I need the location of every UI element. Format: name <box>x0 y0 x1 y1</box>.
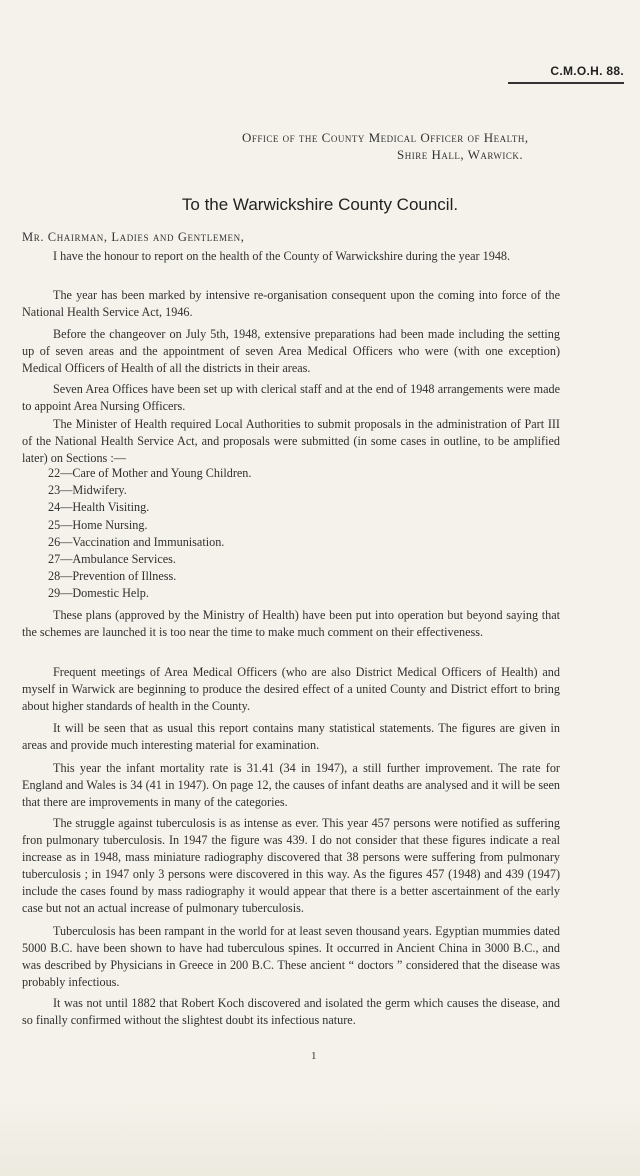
list-item: 23—Midwifery. <box>48 483 127 498</box>
address-line-1: Office of the County Medical Officer of Health, <box>242 130 529 145</box>
paragraph: The year has been marked by intensive re-organisation consequent upon the coming into force of the National Health Service Act, 1946. <box>22 288 560 319</box>
paragraph: I have the honour to report on the health of the County of Warwickshire during the year 1948. <box>53 249 511 263</box>
list-item: 29—Domestic Help. <box>48 586 149 601</box>
document-reference: C.M.O.H. 88. <box>550 64 624 78</box>
list-item: 27—Ambulance Services. <box>48 552 176 567</box>
list-item: 28—Prevention of Illness. <box>48 569 177 584</box>
paragraph: This year the infant mortality rate is 31.41 (34 in 1947), a still further improvement. The rate for England and Wales is 34 (41 in 1947). On page 12, the causes of infant deaths are analysed and it will be seen that there are improvements in many of the categories. <box>22 761 560 809</box>
paragraph: Seven Area Offices have been set up with clerical staff and at the end of 1948 arrangements were made to appoint Area Nursing Officers. <box>22 382 560 413</box>
address-line-2: Shire Hall, Warwick. <box>397 147 524 162</box>
list-item: 26—Vaccination and Immunisation. <box>48 534 225 549</box>
sections-list <box>48 465 251 603</box>
paragraph: Before the changeover on July 5th, 1948, extensive preparations had been made including the setting up of seven areas and the appointment of seven Area Medical Officers who were (with one exception) Medical Officers of Health of all the districts in their areas. <box>22 327 560 375</box>
document-title: To the Warwickshire County Council. <box>181 195 459 214</box>
paragraph: It was not until 1882 that Robert Koch discovered and isolated the germ which causes the disease, and so finally confirmed without the slightest doubt its infectious nature. <box>22 996 560 1027</box>
paragraph: The struggle against tuberculosis is as intense as ever. This year 457 persons were notified as suffering fron pulmonary tuberculosis. In 1947 the figure was 439. I do not consider that these figures indicate a real increase as in 1948, mass miniature radiography discovered that 38 persons were suffering from pulmonary tuberculosis ; in 1947 only 3 persons were discovered in this way. As the figures 457 (1948) and 439 (1947) include the cases found by mass radiography it would appear that there is a better ascertainment of the early case but not an actual increase of pulmonary tuberculosis. <box>22 816 560 915</box>
paragraph: Tuberculosis has been rampant in the world for at least seven thousand years. Egyptian mummies dated 5000 B.C. have been shown to have had tuberculous spines. It occurred in Ancient China in 3000 B.C., and was described by Physicians in Greece in 200 B.C. These ancient “ doctors ” considered that the disease was probably infectious. <box>22 924 560 989</box>
paragraph: These plans (approved by the Ministry of Health) have been put into operation but beyond saying that the schemes are launched it is too near the time to make much comment on their effectiveness. <box>22 608 560 639</box>
paragraph: The Minister of Health required Local Authorities to submit proposals in the administration of Part III of the National Health Service Act, and proposals were submitted (in some cases in outline, to be amplified later) on Sections :— <box>22 417 560 465</box>
paragraph: It will be seen that as usual this report contains many statistical statements. The figures are given in areas and provide much interesting material for examination. <box>22 721 560 752</box>
list-item: 25—Home Nursing. <box>48 517 148 532</box>
reference-underline <box>508 82 624 84</box>
paragraph: Frequent meetings of Area Medical Officers (who are also District Medical Officers of Health) and myself in Warwick are beginning to produce the desired effect of a united County and District effort to bring about higher standards of health in the County. <box>22 665 560 713</box>
page-number: 1 <box>311 1050 317 1062</box>
list-item: 22—Care of Mother and Young Children. <box>48 466 252 480</box>
salutation: Mr. Chairman, Ladies and Gentlemen, <box>22 230 245 244</box>
list-item: 24—Health Visiting. <box>48 500 150 515</box>
page-edge-shadow <box>0 1096 640 1176</box>
